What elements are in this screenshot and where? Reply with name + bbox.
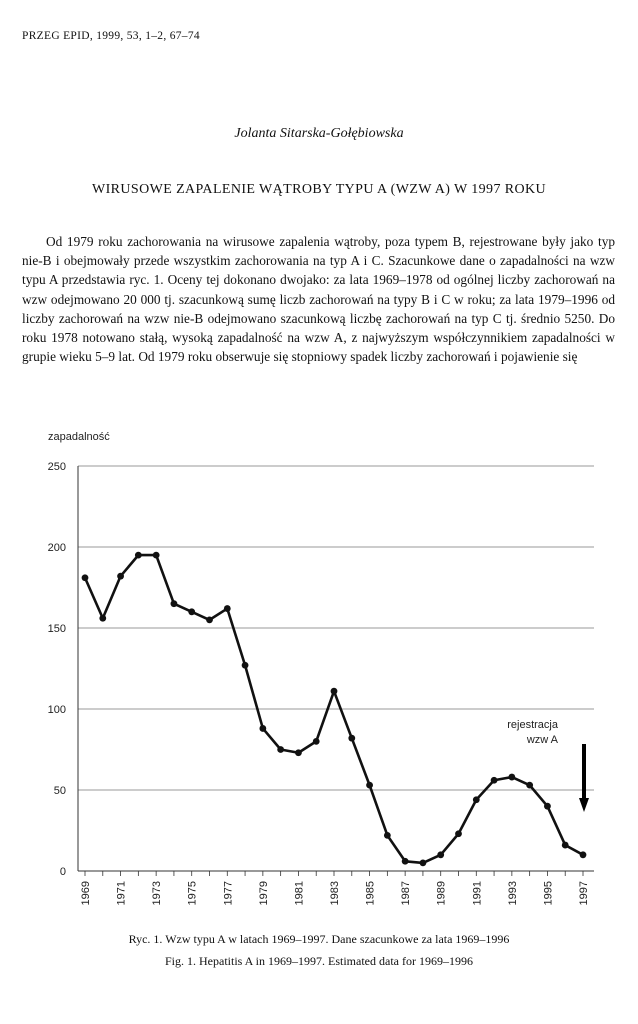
data-point bbox=[171, 600, 178, 607]
annotation-arrow-head bbox=[579, 798, 589, 812]
data-point bbox=[580, 851, 587, 858]
data-point bbox=[473, 796, 480, 803]
x-tick-label: 1991 bbox=[471, 881, 484, 906]
x-tick-label: 1987 bbox=[400, 881, 413, 906]
data-point bbox=[402, 858, 409, 865]
x-tick-label: 1969 bbox=[80, 881, 92, 906]
x-tick-label: 1971 bbox=[115, 881, 128, 906]
incidence-line-chart bbox=[0, 420, 638, 930]
data-point bbox=[491, 777, 498, 784]
figure-caption-pl: Ryc. 1. Wzw typu A w latach 1969–1997. Dane szacunkowe za lata 1969–1996 bbox=[128, 932, 510, 946]
data-point bbox=[153, 552, 160, 559]
data-point bbox=[348, 735, 355, 742]
y-tick-label: 0 bbox=[59, 866, 66, 878]
x-tick-label: 1997 bbox=[578, 881, 590, 906]
data-point bbox=[420, 860, 427, 867]
chart-axes bbox=[78, 466, 594, 876]
chart-labels bbox=[48, 431, 590, 905]
x-tick-label: 1975 bbox=[186, 881, 199, 906]
data-point bbox=[313, 738, 320, 745]
x-tick-label: 1985 bbox=[364, 881, 377, 906]
data-point bbox=[99, 615, 106, 622]
body-paragraph: Od 1979 roku zachorowania na wirusowe zapalenia wątroby, poza typem B, rejestrowane były jako typ nie-B i obejmowały przede wszystkim zachorowania na typ A i C. Szacunkowe dane o zapadalności na wzw typu A przedstawia ryc. 1. Oceny tej dokonano dwojako: za lata 1969–1978 od ogólnej liczby zachorowań na wzw odejmowano 20 000 tj. szacunkową sumę liczb zachorowań na typy B i C w roku; za lata 1979–1996 od liczby zachorowań na wzw nie-B odejmowano szacunkową liczbę zachorowań na typ C tj. średnio 5250. Do roku 1978 notowano stałą, wysoką zapadalność na wzw A, z najwyższym współczynnikiem zapadalności w grupie wieku 5–9 lat. Od 1979 roku obserwuje się stopniowy spadek liczby zachorowań i pojawienie się bbox=[22, 234, 615, 365]
data-point bbox=[366, 782, 373, 789]
data-point bbox=[437, 851, 444, 858]
y-tick-label: 100 bbox=[47, 704, 66, 716]
annotation-label: wzw A bbox=[526, 734, 558, 746]
data-point bbox=[562, 842, 569, 849]
data-point bbox=[331, 688, 338, 695]
x-tick-label: 1993 bbox=[506, 881, 519, 906]
data-point bbox=[188, 608, 195, 615]
y-axis-title: zapadalność bbox=[48, 431, 110, 443]
x-tick-label: 1983 bbox=[329, 881, 341, 906]
data-point bbox=[82, 574, 89, 581]
annotation-label: rejestracja bbox=[507, 719, 558, 731]
data-point bbox=[384, 832, 391, 839]
article-title: WIRUSOWE ZAPALENIE WĄTROBY TYPU A (WZW A) W 1997 ROKU bbox=[91, 182, 547, 197]
x-tick-label: 1995 bbox=[542, 881, 555, 906]
data-point bbox=[224, 605, 231, 612]
x-tick-label: 1979 bbox=[257, 881, 270, 906]
x-tick-label: 1977 bbox=[222, 881, 235, 906]
y-tick-label: 150 bbox=[47, 623, 66, 635]
data-point bbox=[242, 662, 249, 669]
data-point bbox=[508, 774, 515, 781]
x-tick-label: 1973 bbox=[151, 881, 164, 906]
y-tick-label: 200 bbox=[47, 542, 66, 554]
data-point bbox=[455, 830, 462, 837]
figure-caption-en: Fig. 1. Hepatitis A in 1969–1997. Estimated data for 1969–1996 bbox=[165, 954, 473, 968]
data-point bbox=[526, 782, 533, 789]
author-name: Jolanta Sitarska-Gołębiowska bbox=[234, 126, 404, 141]
y-tick-label: 50 bbox=[53, 785, 66, 797]
data-point bbox=[277, 746, 284, 753]
y-tick-label: 250 bbox=[47, 461, 66, 473]
journal-citation: PRZEG EPID, 1999, 53, 1–2, 67–74 bbox=[22, 30, 200, 42]
chart-gridlines bbox=[78, 466, 594, 790]
data-point bbox=[295, 749, 302, 756]
data-point bbox=[206, 617, 213, 624]
data-point bbox=[135, 552, 142, 559]
data-point bbox=[117, 573, 124, 580]
x-tick-label: 1989 bbox=[435, 881, 448, 906]
x-tick-label: 1981 bbox=[293, 881, 306, 906]
data-point bbox=[544, 803, 551, 810]
data-point bbox=[259, 725, 266, 732]
